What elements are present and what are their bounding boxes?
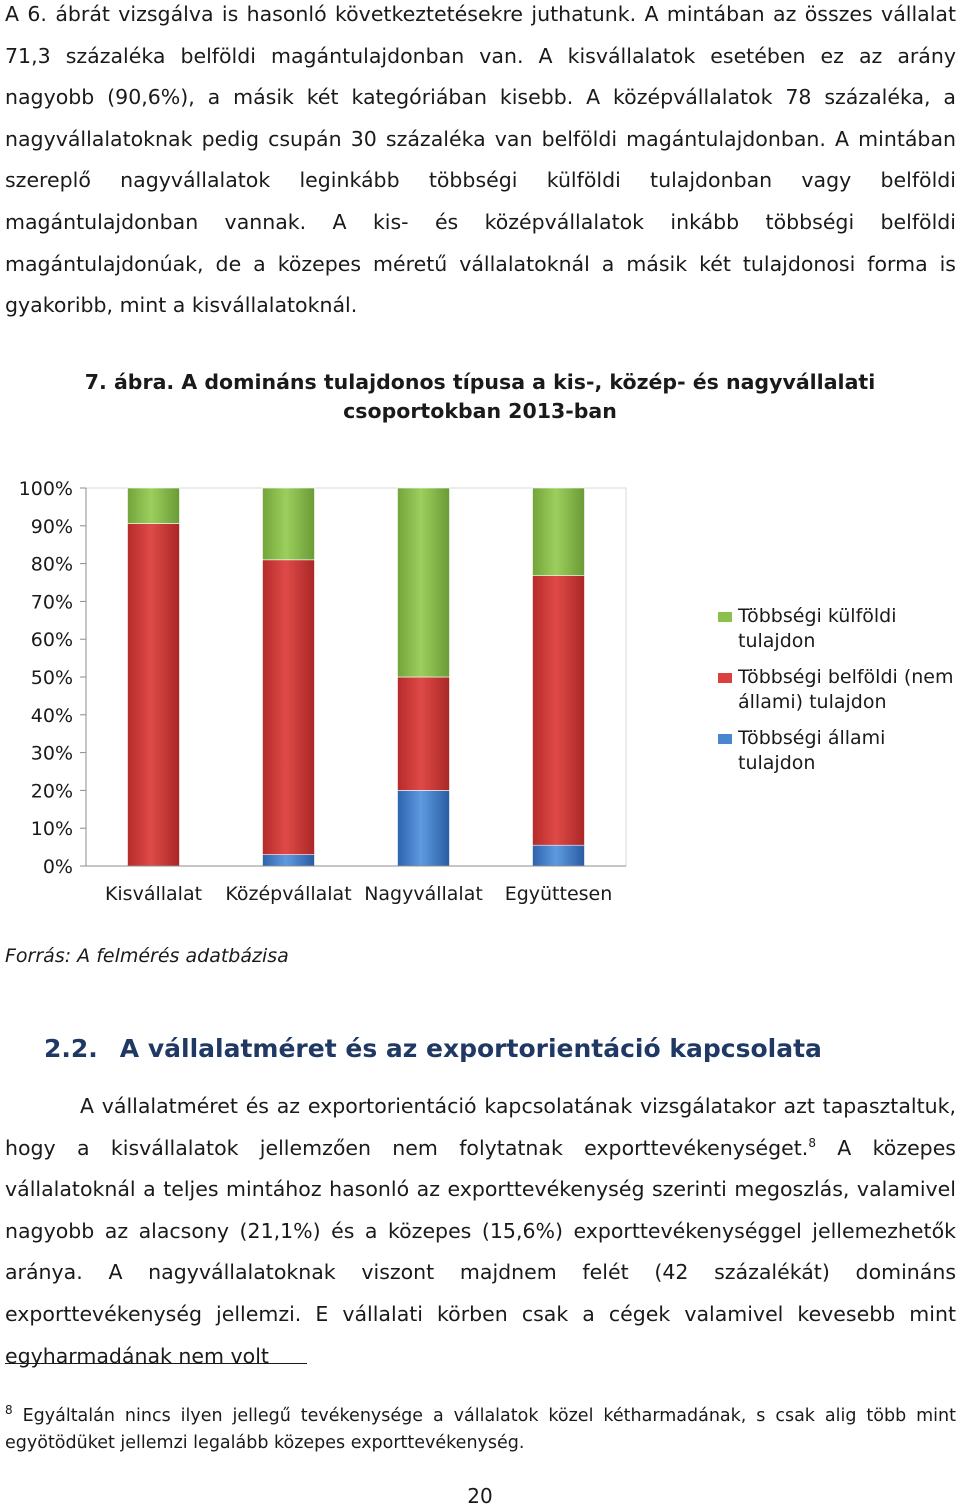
bar-segment xyxy=(263,855,315,866)
bar-segment xyxy=(263,560,315,855)
legend-label: Többségi belföldi (nem állami) tulajdon xyxy=(738,666,954,713)
y-tick-label: 20% xyxy=(30,780,73,803)
paragraph-text: A közepes vállalatoknál a teljes mintához hasonló az exporttevékenység szerinti megoszlás, valamivel nagyobb az alacsony (21,1%) és a közepes (15,6%) exporttevékenységgel jellemezhetők aránya. A nagyvállalatoknak viszont majdnem felét (42 százalékát) domináns exporttevékenység jellemzi. E vállalati körben csak a cégek valamivel kevesebb mint egyharmadának nem volt xyxy=(5,1135,956,1368)
y-tick-label: 40% xyxy=(30,704,73,727)
bar-segment xyxy=(398,790,450,866)
page-number: 20 xyxy=(467,1484,493,1508)
y-tick-label: 100% xyxy=(18,478,73,500)
legend-swatch-red xyxy=(718,673,732,683)
y-tick-label: 60% xyxy=(30,629,73,652)
y-tick-label: 0% xyxy=(42,856,73,878)
section-number: 2.2. xyxy=(44,1034,98,1063)
legend-label: Többségi külföldi tulajdon xyxy=(738,605,897,652)
y-tick-label: 80% xyxy=(30,553,73,576)
section-heading xyxy=(44,1034,822,1063)
legend-item-foreign xyxy=(716,604,960,654)
bar-segment xyxy=(263,488,315,560)
paragraph-text: A vállalatméret és az exportorientáció kapcsolatának vizsgálatakor azt tapasztaltuk, hogy a kisvállalatok jellemzően nem folytatnak exporttevékenységet. xyxy=(5,1094,956,1160)
legend-swatch-blue xyxy=(718,734,732,744)
bar-segment xyxy=(398,488,450,677)
footnote-divider xyxy=(5,1363,307,1364)
y-tick-label: 30% xyxy=(30,742,73,765)
y-tick-label: 50% xyxy=(30,667,73,689)
bar-segment xyxy=(128,524,180,866)
stacked-bar-chart xyxy=(0,470,710,920)
x-category-label: Együttesen xyxy=(504,883,613,905)
y-tick-label: 10% xyxy=(30,818,73,841)
figure-caption-line1: 7. ábra. A domináns tulajdonos típusa a kis-, közép- és nagyvállalati xyxy=(84,370,876,394)
footnote-number: 8 xyxy=(5,1403,13,1418)
figure-caption-line2: csoportokban 2013-ban xyxy=(343,399,617,423)
bar-segment xyxy=(398,677,450,790)
x-category-label: Középvállalat xyxy=(225,883,352,905)
y-tick-label: 70% xyxy=(30,591,73,614)
footnote-ref[interactable]: 8 xyxy=(808,1135,816,1150)
footnote xyxy=(5,1403,956,1457)
x-category-label: Kisvállalat xyxy=(104,883,203,905)
bar-segment xyxy=(533,488,585,576)
bar-segment xyxy=(533,576,585,846)
body-paragraph-2 xyxy=(5,1086,956,1377)
chart-legend xyxy=(716,604,960,787)
figure-caption xyxy=(0,368,960,426)
x-category-label: Nagyvállalat xyxy=(364,883,483,905)
y-tick-label: 90% xyxy=(30,515,73,538)
legend-item-state xyxy=(716,726,960,776)
bar-segment xyxy=(533,845,585,866)
legend-item-domestic xyxy=(716,665,960,715)
legend-swatch-green xyxy=(718,612,732,622)
legend-label: Többségi állami tulajdon xyxy=(738,727,886,774)
figure-source: Forrás: A felmérés adatbázisa xyxy=(5,945,289,967)
bar-segment xyxy=(128,488,180,524)
body-paragraph: A 6. ábrát vizsgálva is hasonló következtetésekre juthatunk. A mintában az összes vállalat 71,3 százaléka belföldi magántulajdonban van. A kisvállalatok esetében ez az arány nagyobb (90,6%), a másik két kategóriában kisebb. A középvállalatok 78 százaléka, a nagyvállalatoknak pedig csupán 30 százaléka van belföldi magántulajdonban. A mintában szereplő nagyvállalatok leginkább többségi külföldi tulajdonban vagy belföldi magántulajdonban vannak. A kis- és középvállalatok inkább többségi belföldi magántulajdonúak, de a közepes méretű vállalatoknál a másik két tulajdonosi forma is gyakoribb, mint a kisvállalatoknál. xyxy=(5,2,956,318)
footnote-text: Egyáltalán nincs ilyen jellegű tevékenysége a vállalatok közel kétharmadának, s csak alig több mint egyötödüket jellemzi legalább közepes exporttevékenység. xyxy=(5,1406,956,1453)
section-title: A vállalatméret és az exportorientáció kapcsolata xyxy=(119,1034,822,1063)
